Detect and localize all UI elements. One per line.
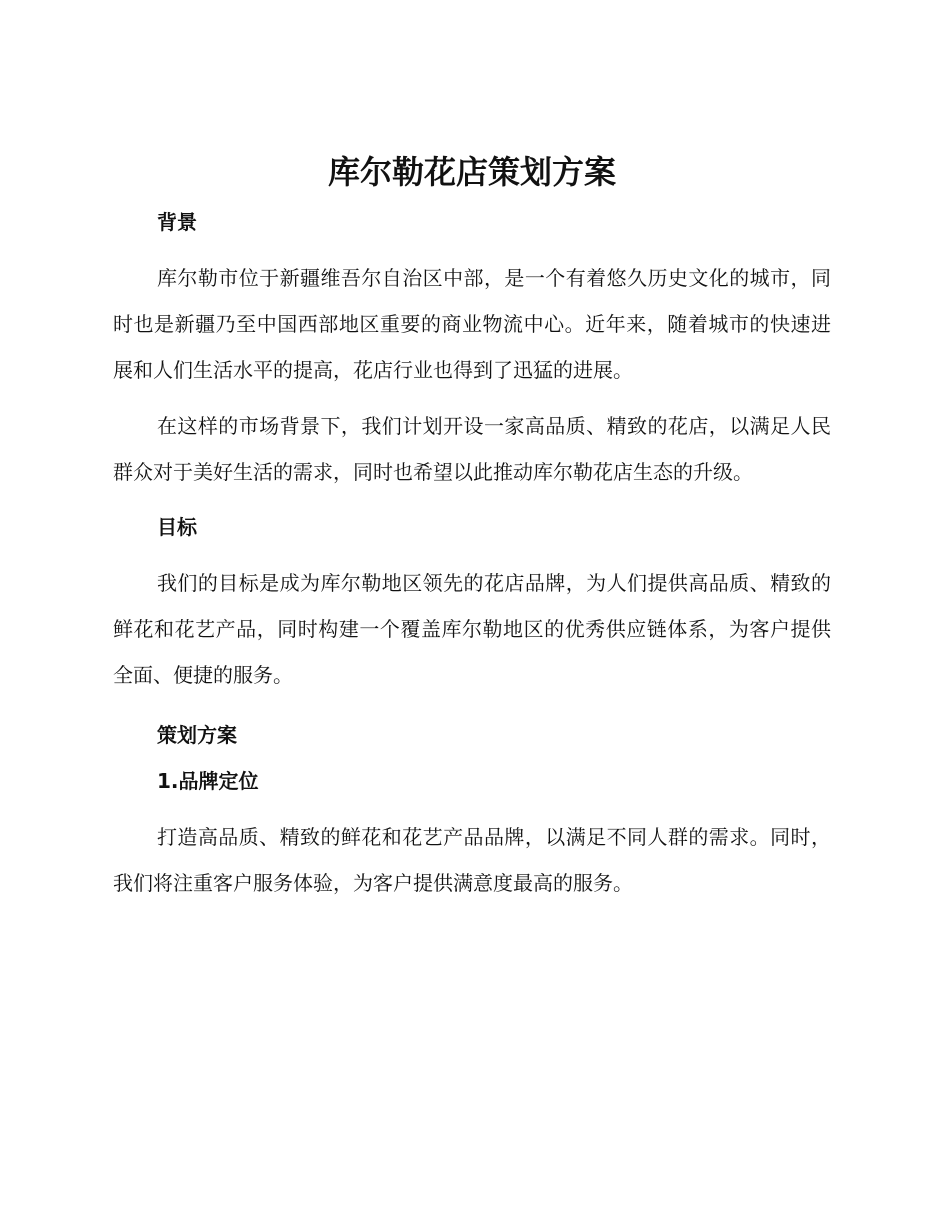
section-heading-plan: 策划方案 xyxy=(157,723,237,747)
background-paragraph-1: 库尔勒市位于新疆维吾尔自治区中部，是一个有着悠久历史文化的城市，同时也是新疆乃至中国西部地区重要的商业物流中心。近年来，随着城市的快速进展和人们生活水平的提高，花店行业也得到了迅猛的进展。 xyxy=(113,266,831,382)
background-paragraph-2: 在这样的市场背景下，我们计划开设一家高品质、精致的花店，以满足人民群众对于美好生活的需求，同时也希望以此推动库尔勒花店生态的升级。 xyxy=(113,414,831,484)
document-content xyxy=(113,150,831,906)
section-heading-brand-positioning: 1.品牌定位 xyxy=(157,769,259,793)
brand-positioning-paragraph: 打造高品质、精致的鲜花和花艺产品品牌，以满足不同人群的需求。同时，我们将注重客户服务体验，为客户提供满意度最高的服务。 xyxy=(113,825,831,895)
section-heading-background: 背景 xyxy=(157,210,197,234)
section-heading-goal: 目标 xyxy=(157,515,197,539)
goal-paragraph: 我们的目标是成为库尔勒地区领先的花店品牌，为人们提供高品质、精致的鲜花和花艺产品，同时构建一个覆盖库尔勒地区的优秀供应链体系，为客户提供全面、便捷的服务。 xyxy=(113,571,831,687)
page-title: 库尔勒花店策划方案 xyxy=(327,153,616,191)
